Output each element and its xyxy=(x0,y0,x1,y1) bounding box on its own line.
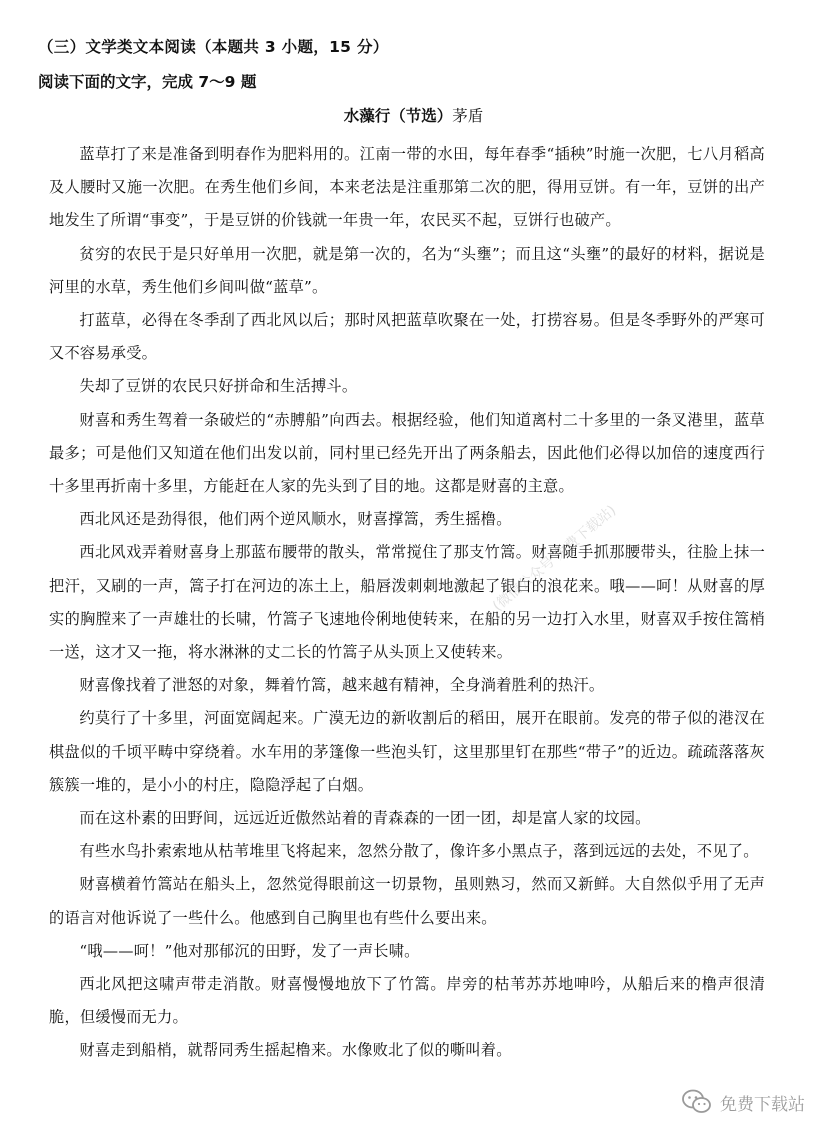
paragraph: 西北风还是劲得很，他们两个逆风顺水，财喜撑篙，秀生摇橹。 xyxy=(79,510,512,529)
paragraph: 财喜像找着了泄怒的对象，舞着竹篙，越来越有精神，全身淌着胜利的热汗。 xyxy=(79,676,605,695)
brand-label: 免费下载站 xyxy=(720,1094,805,1115)
essay-heading xyxy=(0,104,827,126)
essay-title: 水藻行（节选） xyxy=(343,107,453,125)
paragraph: 西北风戏弄着财喜身上那蓝布腰带的散头，常常搅住了那支竹篙。财喜随手抓那腰带头，往脸上抹一把汗，又刷的一声，篙子打在河边的冻土上，船唇泼刺刺地激起了银白的浪花来。哦——呵！从财喜的厚实的胸膛来了一声雄壮的长啸，竹篙子飞速地伶俐地使转来，在船的另一边打入水里，财喜双手按住篙梢一送，这才又一拖，将水淋淋的丈二长的竹篙子从头顶上又使转来。 xyxy=(49,543,765,662)
paragraph: 贫穷的农民于是只好单用一次肥，就是第一次的，名为“头壅”；而且这“头壅”的最好的材料，据说是河里的水草，秀生他们乡间叫做“蓝草”。 xyxy=(49,244,765,296)
paragraph: 财喜和秀生驾着一条破烂的“赤膊船”向西去。根据经验，他们知道离村二十多里的一条叉港里，蓝草最多；可是他们又知道在他们出发以前，同村里已经先开出了两条船去，因此他们必得以加倍的速度西行十多里再折南十多里，方能赶在人家的先头到了目的地。这都是财喜的主意。 xyxy=(49,410,765,496)
essay-author: 茅盾 xyxy=(452,107,484,125)
paragraph: 财喜横着竹篙站在船头上，忽然觉得眼前这一切景物，虽则熟习，然而又新鲜。大自然似乎用了无声的语言对他诉说了一些什么。他感到自己胸里也有些什么要出来。 xyxy=(49,875,765,927)
brand-badge xyxy=(682,1089,805,1115)
wechat-icon xyxy=(682,1089,712,1115)
section-title: （三）文学类文本阅读（本题共 3 小题，15 分） xyxy=(38,38,389,56)
watermark: (微信公众号 免费下载站) xyxy=(489,502,620,615)
paragraph: 西北风把这啸声带走消散。财喜慢慢地放下了竹篙。岸旁的枯苇苏苏地呻吟，从船后来的橹声很清脆，但缓慢而无力。 xyxy=(49,975,765,1027)
essay-body xyxy=(49,138,765,1068)
paragraph: 蓝草打了来是准备到明春作为肥料用的。江南一带的水田，每年春季“插秧”时施一次肥，七八月稻高及人腰时又施一次肥。在秀生他们乡间，本来老法是注重那第二次的肥，得用豆饼。有一年，豆饼的出产地发生了所谓“事变”，于是豆饼的价钱就一年贵一年，农民买不起，豆饼行也破产。 xyxy=(49,145,765,230)
paragraph: 有些水鸟扑索索地从枯苇堆里飞将起来，忽然分散了，像许多小黑点子，落到远远的去处，不见了。 xyxy=(79,842,759,861)
paragraph: 财喜走到船梢，就帮同秀生摇起橹来。水像败北了似的嘶叫着。 xyxy=(79,1041,512,1060)
paragraph: 而在这朴素的田野间，远远近近傲然站着的青森森的一团一团，却是富人家的坟园。 xyxy=(79,809,651,828)
instruction-line: 阅读下面的文字，完成 7～9 题 xyxy=(38,73,257,91)
paragraph: 约莫行了十多里，河面宽阔起来。广漠无边的新收割后的稻田，展开在眼前。发亮的带子似的港汊在棋盘似的千顷平畴中穿绕着。水车用的茅篷像一些泡头钉，这里那里钉在那些“带子”的近边。疏疏落落灰簇簇一堆的，是小小的村庄，隐隐浮起了白烟。 xyxy=(49,709,765,794)
paragraph: 打蓝草，必得在冬季刮了西北风以后；那时风把蓝草吹聚在一处，打捞容易。但是冬季野外的严寒可又不容易承受。 xyxy=(49,311,765,363)
paragraph: 失却了豆饼的农民只好拼命和生活搏斗。 xyxy=(79,377,358,396)
paragraph: “哦——呵！”他对那郁沉的田野，发了一声长啸。 xyxy=(79,941,420,960)
